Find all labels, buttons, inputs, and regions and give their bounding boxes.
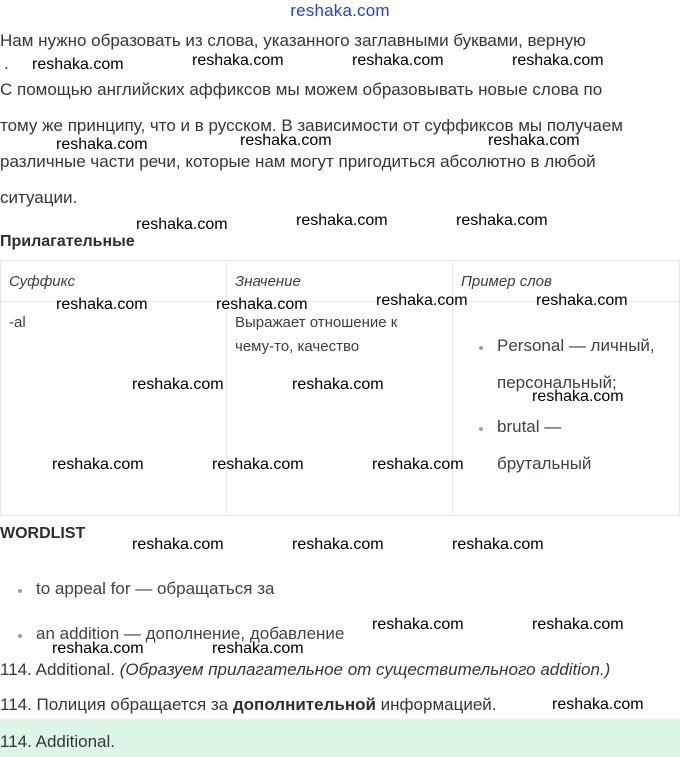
wordlist-item: to appeal for — обращаться за [36, 579, 275, 598]
wordlist-item: an addition — дополнение, добавление [36, 624, 345, 643]
watermark: reshaka.com [56, 296, 148, 313]
task-line-2 [0, 694, 497, 716]
task-word: 114. Additional. [0, 660, 115, 679]
watermark: reshaka.com [488, 132, 580, 149]
bullet-icon [18, 634, 22, 638]
task-line-1 [0, 659, 610, 681]
watermark: reshaka.com [192, 52, 284, 69]
watermark: reshaka.com [372, 616, 464, 633]
intro-para-line: различные части речи, которые нам могут пригодиться абсолютно в любой [0, 152, 596, 171]
watermark: reshaka.com [532, 388, 624, 405]
example-item: brutal — [497, 417, 562, 436]
watermark: reshaka.com [132, 536, 224, 553]
site-logo[interactable]: reshaka.com [290, 1, 390, 20]
example-item-cont: брутальный [497, 454, 592, 473]
task-sentence-end: информацией. [380, 695, 497, 714]
answer-text: 114. Additional. [0, 732, 115, 751]
watermark: reshaka.com [292, 536, 384, 553]
watermark: reshaka.com [456, 212, 548, 229]
task-sentence-answer: дополнительной [232, 695, 376, 714]
watermark: reshaka.com [296, 212, 388, 229]
watermark: reshaka.com [512, 52, 604, 69]
watermark: reshaka.com [136, 216, 228, 233]
table-header-meaning: Значение [235, 273, 301, 290]
intro-line-1-cont: . [4, 54, 9, 73]
watermark: reshaka.com [452, 536, 544, 553]
table-cell-meaning: чему-то, качество [235, 338, 360, 355]
watermark: reshaka.com [216, 296, 308, 313]
watermark: reshaka.com [52, 640, 144, 657]
watermark: reshaka.com [552, 696, 644, 713]
bullet-icon [479, 346, 483, 350]
table-border-bottom [0, 515, 680, 516]
watermark: reshaka.com [372, 456, 464, 473]
watermark: reshaka.com [376, 292, 468, 309]
table-border-left [0, 260, 1, 516]
intro-para-line: тому же принципу, что и в русском. В зависимости от суффиксов мы получаем [0, 116, 623, 135]
adjectives-heading: Прилагательные [0, 233, 135, 250]
bullet-icon [18, 589, 22, 593]
watermark: reshaka.com [532, 616, 624, 633]
bullet-icon [479, 427, 483, 431]
watermark: reshaka.com [212, 456, 304, 473]
watermark: reshaka.com [240, 132, 332, 149]
intro-para-line: С помощью английских аффиксов мы можем образовывать новые слова по [0, 80, 603, 99]
example-item: Personal — личный, [497, 336, 655, 355]
example-item-cont: персональный; [497, 373, 617, 392]
watermark: reshaka.com [56, 136, 148, 153]
watermark: reshaka.com [352, 52, 444, 69]
table-header-suffix: Суффикс [9, 273, 75, 290]
watermark: reshaka.com [292, 376, 384, 393]
task-sentence-start: 114. Полиция обращается за [0, 695, 229, 714]
watermark: reshaka.com [212, 640, 304, 657]
table-cell-meaning: Выражает отношение к [235, 314, 398, 331]
table-header-examples: Пример слов [461, 273, 552, 290]
intro-para-line: ситуации. [0, 188, 78, 207]
wordlist-heading: WORDLIST [0, 525, 86, 542]
watermark: reshaka.com [32, 56, 124, 73]
watermark: reshaka.com [52, 456, 144, 473]
task-note: (Образуем прилагательное от существительного addition.) [119, 660, 611, 679]
table-border-top [0, 260, 680, 261]
watermark: reshaka.com [132, 376, 224, 393]
watermark: reshaka.com [536, 292, 628, 309]
intro-line-1: Нам нужно образовать из слова, указанного заглавными буквами, верную [0, 31, 586, 50]
table-cell-suffix: -al [9, 314, 26, 331]
